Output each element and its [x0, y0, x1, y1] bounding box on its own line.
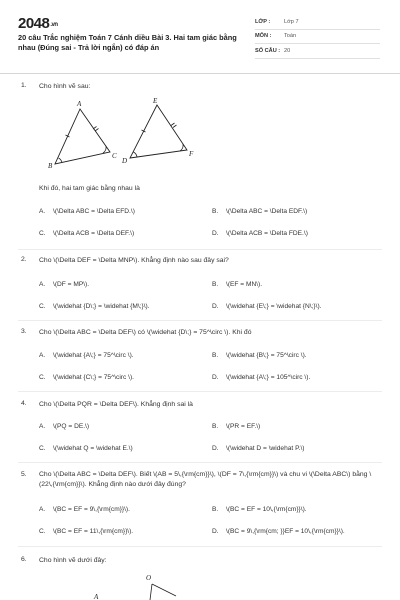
question-number: 4. [21, 400, 27, 407]
vertex-label-e: E [153, 97, 158, 105]
option-text: \(BC = EF = 9\,{\rm{cm}}\). [53, 506, 130, 513]
option-label: A. [39, 208, 46, 215]
angle-arc [180, 144, 183, 151]
angle-arc [103, 146, 106, 153]
option-label: B. [212, 506, 219, 513]
answer-option-a[interactable] [39, 352, 134, 359]
header-divider [0, 73, 400, 74]
option-text: \(\Delta ABC = \Delta EFD.\) [53, 208, 135, 215]
option-label: C. [39, 303, 46, 310]
question-number: 1. [21, 82, 27, 89]
vertex-label-a: A [94, 593, 99, 600]
option-label: B. [212, 423, 219, 430]
option-text: \(DF = MP\). [53, 281, 90, 288]
answer-option-d[interactable] [212, 528, 345, 535]
meta-row-class [255, 15, 380, 30]
meta-key: MÔN : [255, 33, 272, 40]
triangle-edf [130, 105, 187, 158]
answer-option-b[interactable] [212, 352, 307, 359]
answer-option-b[interactable] [212, 506, 307, 513]
option-text: \(PR = EF.\) [226, 423, 261, 430]
option-text: \(\Delta ABC = \Delta EDF.\) [226, 208, 308, 215]
option-label: B. [212, 352, 219, 359]
question-separator [18, 249, 382, 250]
meta-key: SỐ CÂU : [255, 47, 281, 54]
question-number: 6. [21, 556, 27, 563]
figure-edge [152, 584, 176, 596]
option-text: \(\Delta ACB = \Delta DEF.\) [53, 230, 135, 237]
option-text: \(BC = EF = 10\,{\rm{cm}}\). [226, 506, 307, 513]
meta-info-table [255, 15, 380, 59]
answer-option-d[interactable] [212, 230, 308, 237]
meta-key: LỚP : [255, 18, 271, 25]
answer-option-a[interactable] [39, 281, 89, 288]
question-separator [18, 546, 382, 547]
option-label: B. [212, 281, 219, 288]
vertex-label-o: O [146, 574, 152, 582]
figure-edge [150, 584, 152, 600]
question-text: Cho \(\Delta ABC = \Delta DEF\) có \(\widehat {D\;} = 75^\circ \). Khi đó [39, 329, 252, 336]
option-text: \(\Delta ACB = \Delta FDE.\) [226, 230, 308, 237]
answer-option-b[interactable] [212, 281, 262, 288]
option-text: \(\widehat D = \widehat P.\) [226, 445, 305, 452]
document-title: 20 câu Trắc nghiệm Toán 7 Cánh diều Bài 3. Hai tam giác bằng nhau (Đúng sai - Trả lời ngắn) có đáp án [18, 33, 237, 52]
meta-value: Lớp 7 [284, 18, 299, 25]
answer-option-c[interactable] [39, 445, 133, 452]
question-text: Cho \(\Delta PQR = \Delta DEF\). Khẳng định sai là [39, 401, 193, 408]
option-text: \(\widehat {A\;} = 105^\circ \). [226, 374, 311, 381]
question-prompt: Khi đó, hai tam giác bằng nhau là [39, 185, 140, 192]
option-label: A. [39, 281, 46, 288]
triangle-abc [55, 109, 110, 164]
tick-mark [171, 123, 175, 126]
logo-text: 2048 [18, 15, 50, 32]
option-text: \(\widehat {E\;} = \widehat {N\;}\). [226, 303, 322, 310]
option-text: \(\widehat {C\;} = 75^\circ \). [53, 374, 134, 381]
option-label: D. [212, 528, 219, 535]
answer-option-c[interactable] [39, 374, 134, 381]
angle-arc [59, 158, 63, 163]
figure-two-triangles [40, 96, 210, 168]
question-separator [18, 320, 382, 321]
angle-arc [134, 152, 138, 157]
answer-option-c[interactable] [39, 230, 134, 237]
tick-mark [95, 129, 99, 132]
answer-option-a[interactable] [39, 423, 89, 430]
question-number: 2. [21, 256, 27, 263]
meta-value: 20 [284, 47, 291, 54]
option-text: \(\widehat {B\;} = 75^\circ \). [226, 352, 307, 359]
option-label: D. [212, 303, 219, 310]
option-text: \(BC = EF = 11\,{\rm{cm}}\). [53, 528, 134, 535]
vertex-label-d: D [122, 157, 128, 165]
vertex-label-f: F [189, 150, 194, 158]
meta-row-subject [255, 30, 380, 45]
option-label: A. [39, 423, 46, 430]
option-label: D. [212, 230, 219, 237]
meta-value: Toán [284, 33, 297, 40]
option-label: B. [212, 208, 219, 215]
answer-option-d[interactable] [212, 445, 305, 452]
question-text: Cho hình vẽ sau: [39, 83, 91, 90]
vertex-label-a: A [77, 100, 82, 108]
vertex-label-c: C [112, 152, 117, 160]
question-number: 3. [21, 328, 27, 335]
answer-option-c[interactable] [39, 303, 150, 310]
question-text: Cho \(\Delta ABC = \Delta DEF\). Biết \(AB = 5\,{\rm{cm}}\), \(DF = 7\,{\rm{cm}}\) và chu vi \(\Delta ABC\) bằng \(22\,{\rm{cm}}\). Khẳng định nào dưới đây đúng? [39, 471, 372, 488]
option-label: D. [212, 374, 219, 381]
answer-option-a[interactable] [39, 208, 135, 215]
question-text: Cho hình vẽ dưới đây: [39, 557, 107, 564]
answer-option-c[interactable] [39, 528, 133, 535]
option-label: D. [212, 445, 219, 452]
question-number: 5. [21, 471, 27, 478]
option-text: \(\widehat {D\;} = \widehat {M\;}\). [53, 303, 150, 310]
option-label: C. [39, 445, 46, 452]
logo-domain: .vn [50, 22, 58, 28]
figure-question-6 [80, 570, 200, 600]
vertex-label-b: B [48, 162, 53, 168]
option-text: \(\widehat Q = \widehat E.\) [53, 445, 133, 452]
option-text: \(BC = 9\,{\rm{cm; }}EF = 10\,{\rm{cm}}\). [226, 528, 345, 535]
answer-option-b[interactable] [212, 423, 260, 430]
answer-option-d[interactable] [212, 374, 310, 381]
option-text: \(\widehat {A\;} = 75^\circ \). [53, 352, 134, 359]
option-text: \(EF = MN\). [226, 281, 263, 288]
meta-row-count [255, 44, 380, 59]
question-separator [18, 391, 382, 392]
option-label: C. [39, 528, 46, 535]
option-label: A. [39, 506, 46, 513]
question-text: Cho \(\Delta DEF = \Delta MNP\). Khẳng định nào sau đây sai? [39, 257, 229, 264]
question-separator [18, 462, 382, 463]
site-logo[interactable] [18, 15, 58, 32]
tick-mark [173, 125, 177, 128]
option-label: C. [39, 374, 46, 381]
answer-option-d[interactable] [212, 303, 321, 310]
option-text: \(PQ = DE.\) [53, 423, 90, 430]
answer-option-a[interactable] [39, 506, 130, 513]
answer-option-b[interactable] [212, 208, 307, 215]
option-label: A. [39, 352, 46, 359]
option-label: C. [39, 230, 46, 237]
